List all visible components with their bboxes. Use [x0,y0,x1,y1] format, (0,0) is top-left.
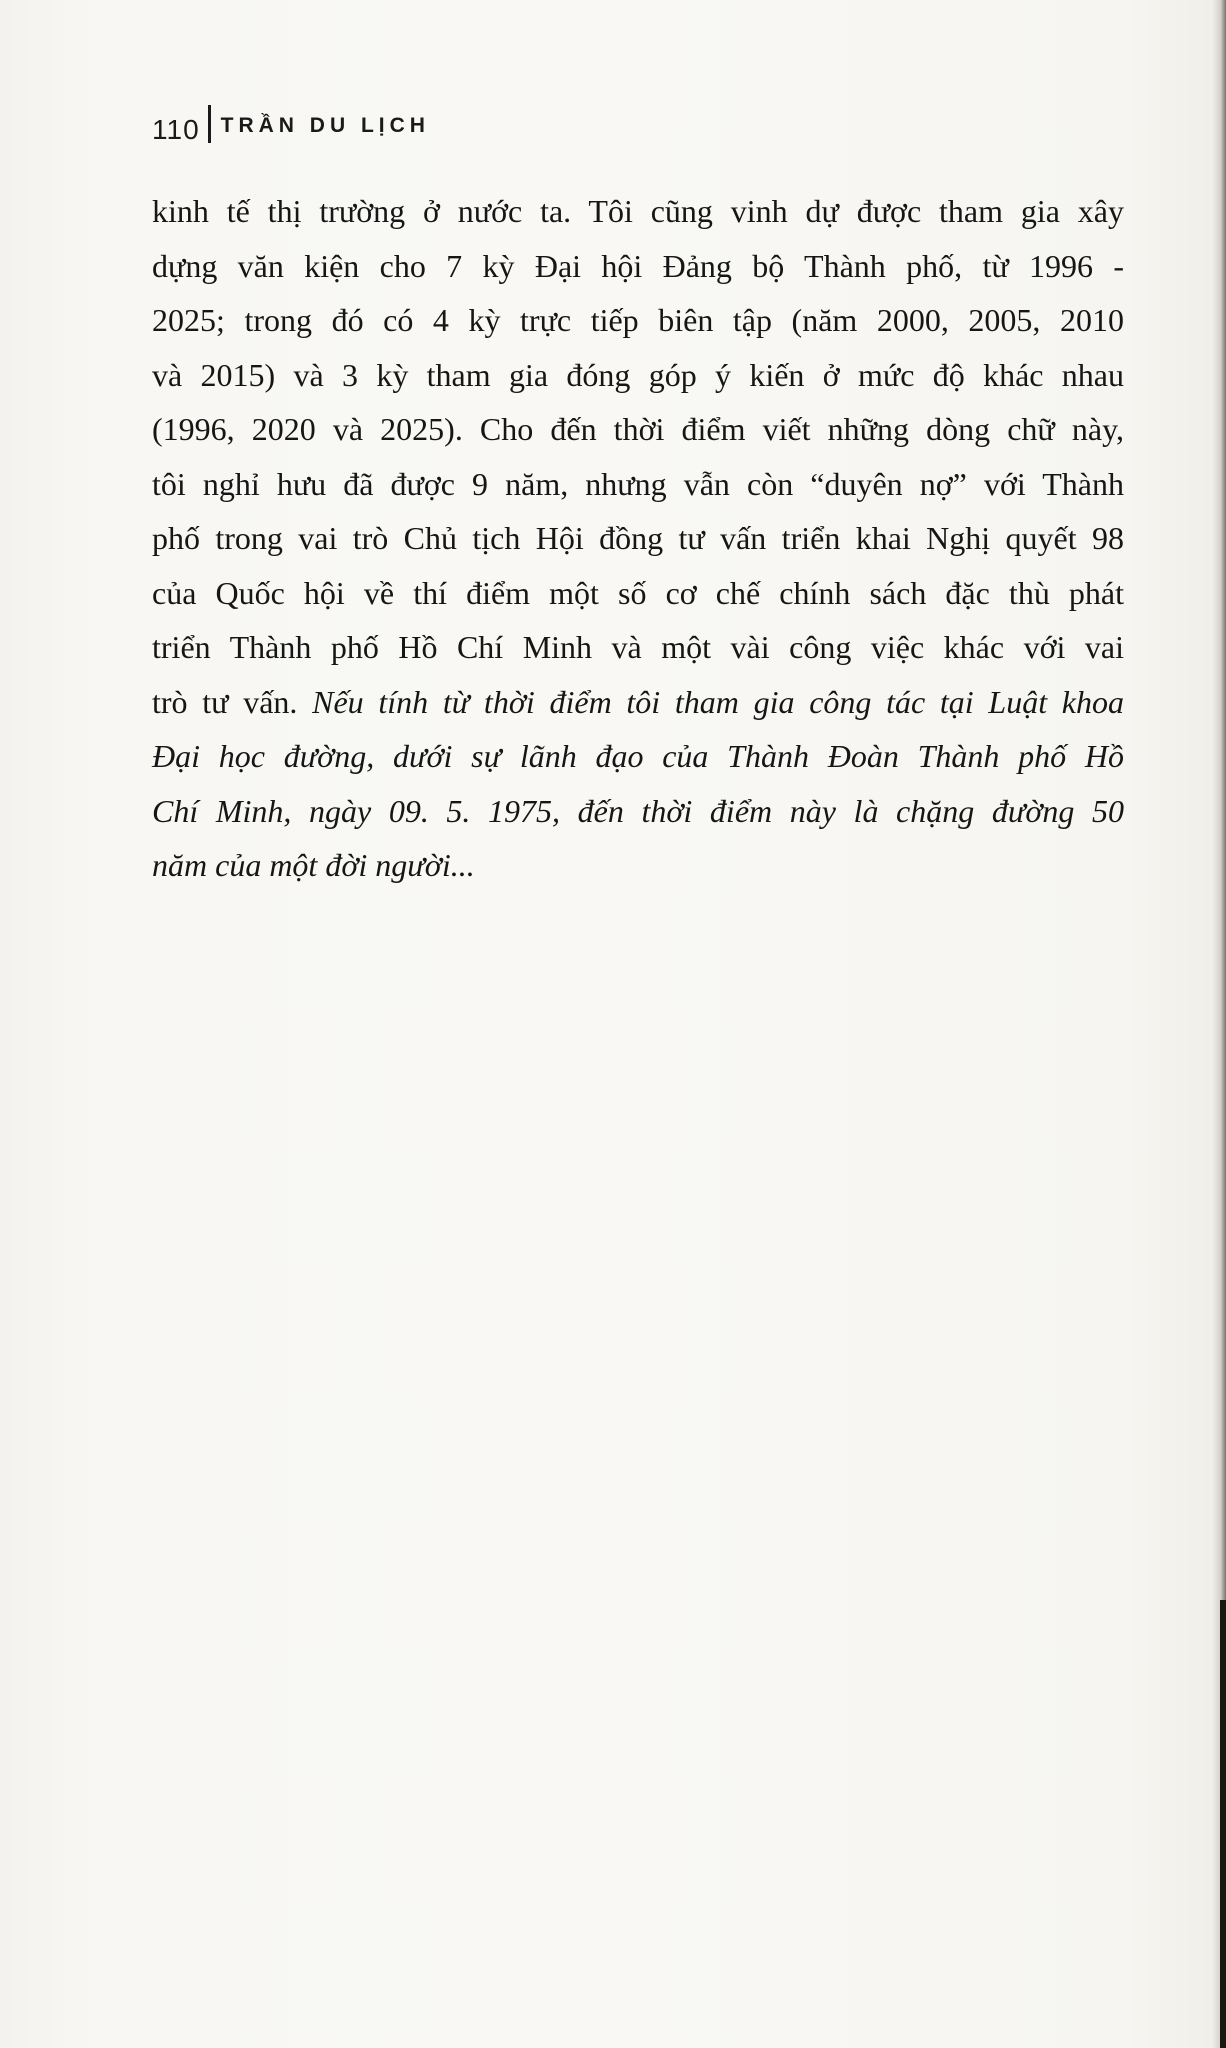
text-line-italic: năm của một đời người... [152,847,475,883]
text-line: (1996, 2020 và 2025). Cho đến thời điểm viết những dòng chữ này, [152,411,1124,447]
text-line: dựng văn kiện cho 7 kỳ Đại hội Đảng bộ Thành phố, từ 1996 - [152,247,1124,284]
text-line-italic: Chí Minh, ngày 09. 5. 1975, đến thời điểm này là chặng đường 50 [152,792,1124,829]
text-line: của Quốc hội về thí điểm một số cơ chế chính sách đặc thù phát [152,574,1124,611]
body-paragraph [152,184,1124,893]
text-segment-italic: Nếu tính từ thời điểm tôi tham gia công tác tại Luật khoa [312,683,1125,720]
page-number: 110 [152,114,200,145]
text-segment-plain: trò tư vấn. [152,683,313,720]
text-line: kinh tế thị trường ở nước ta. Tôi cũng vinh dự được tham gia xây [152,193,1124,229]
running-head: TRẦN DU LỊCH [220,114,430,137]
page-header [152,112,430,148]
text-line-italic: Đại học đường, dưới sự lãnh đạo của Thành Đoàn Thành phố Hồ [152,738,1124,774]
text-line-mixed [152,675,1124,730]
text-line: triển Thành phố Hồ Chí Minh và một vài công việc khác với vai [152,629,1124,665]
text-line: tôi nghỉ hưu đã được 9 năm, nhưng vẫn còn “duyên nợ” với Thành [152,465,1124,502]
page-edge-dark [1220,1600,1226,2048]
text-line: phố trong vai trò Chủ tịch Hội đồng tư vấn triển khai Nghị quyết 98 [152,520,1124,556]
text-line: 2025; trong đó có 4 kỳ trực tiếp biên tập (năm 2000, 2005, 2010 [152,302,1124,338]
text-line: và 2015) và 3 kỳ tham gia đóng góp ý kiến ở mức độ khác nhau [152,356,1124,393]
header-divider [208,105,211,143]
